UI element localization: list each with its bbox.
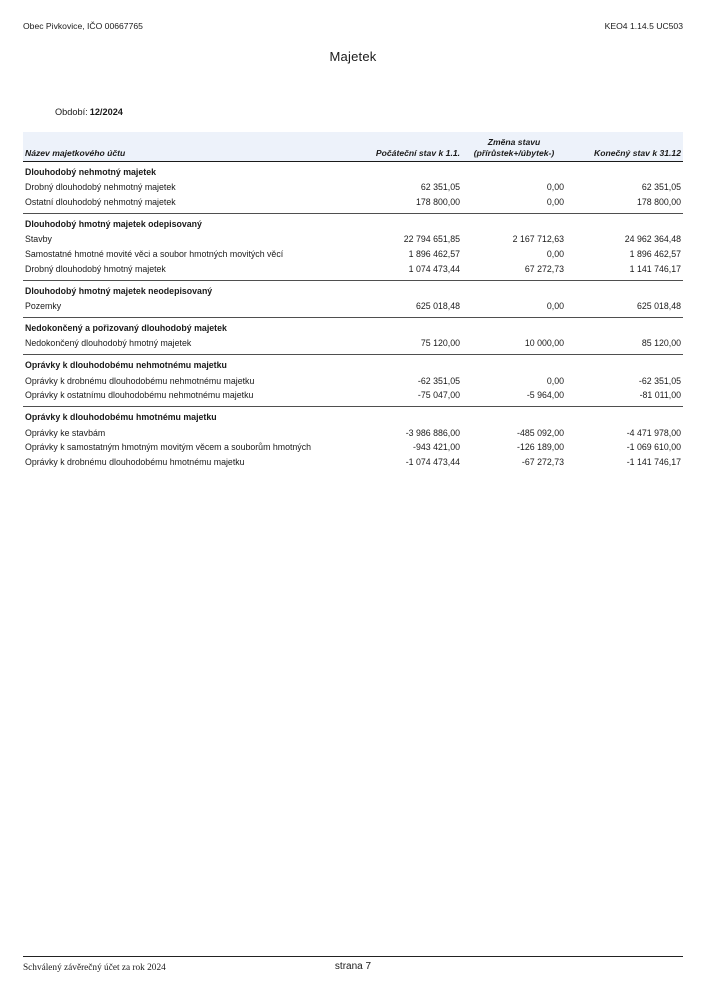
period-label: Období: (55, 107, 88, 118)
value-change: 10 000,00 (462, 336, 566, 354)
value-initial: 1 896 462,57 (408, 249, 460, 260)
col-header-account-name: Název majetkového účtu (23, 132, 350, 161)
table-row (23, 373, 683, 388)
section-title: Dlouhodobý hmotný majetek odepisovaný (25, 218, 202, 229)
value-change: 2 167 712,63 (512, 234, 564, 245)
value-change: 0,00 (546, 375, 564, 386)
value-final: -1 141 746,17 (626, 457, 681, 468)
value-final: -4 471 978,00 (626, 427, 681, 438)
table-row (23, 195, 683, 213)
value-change: 0,00 (462, 299, 566, 317)
value-final: 625 018,48 (566, 299, 683, 317)
table-section (23, 161, 683, 213)
value-change: -67 272,73 (521, 457, 564, 468)
table-row (23, 388, 683, 406)
section-title: Oprávky k dlouhodobému hmotnému majetku (25, 411, 217, 422)
col-header-change-line1: Změna stavu (487, 137, 541, 148)
section-title: Dlouhodobý nehmotný majetek (25, 166, 156, 177)
value-final: 1 896 462,57 (629, 249, 681, 260)
value-final: 62 351,05 (641, 182, 681, 193)
value-initial: 1 074 473,44 (350, 262, 462, 280)
table-row (23, 455, 683, 470)
account-name: Stavby (25, 234, 52, 245)
account-name: Oprávky k samostatným hmotným movitým věcem a souborům hmotných (25, 442, 311, 453)
column-header-row (23, 132, 683, 161)
account-name: Samostatné hmotné movité věci a soubor hmotných movitých věcí (25, 249, 284, 260)
period-value: 12/2024 (89, 107, 123, 118)
value-change: 67 272,73 (462, 262, 566, 280)
section-title: Oprávky k dlouhodobému nehmotnému majetku (25, 359, 227, 370)
table-row (23, 336, 683, 354)
value-final: 24 962 364,48 (624, 234, 681, 245)
section-header-row (23, 161, 683, 180)
value-final: -81 011,00 (566, 388, 683, 406)
value-final: -62 351,05 (638, 375, 681, 386)
period (55, 107, 706, 117)
value-change: 0,00 (546, 182, 564, 193)
value-change: -5 964,00 (462, 388, 566, 406)
table-row (23, 299, 683, 317)
value-initial: 178 800,00 (350, 195, 462, 213)
table-row (23, 440, 683, 455)
value-initial: 22 794 651,85 (403, 234, 460, 245)
account-name: Oprávky ke stavbám (25, 427, 106, 438)
account-name: Pozemky (23, 299, 350, 317)
col-header-initial-balance: Počáteční stav k 1.1. (350, 132, 462, 161)
table-section (23, 406, 683, 470)
col-header-change-line2: (přírůstek+/úbytek-) (473, 147, 555, 158)
table-head (23, 132, 683, 161)
footer-note: Schválený závěrečný účet za rok 2024 (23, 963, 166, 973)
table-section (23, 317, 683, 354)
footer-divider (23, 956, 683, 957)
value-final: -1 069 610,00 (626, 442, 681, 453)
table-section (23, 354, 683, 406)
value-change: -126 189,00 (517, 442, 564, 453)
value-initial: 75 120,00 (350, 336, 462, 354)
table-row (23, 247, 683, 262)
section-header-row (23, 213, 683, 232)
col-header-final-balance: Konečný stav k 31.12 (566, 132, 683, 161)
value-initial: -1 074 473,44 (405, 457, 460, 468)
account-name: Oprávky k ostatnímu dlouhodobému nehmotnému majetku (23, 388, 350, 406)
value-change: 0,00 (546, 249, 564, 260)
page-number: strana 7 (334, 961, 372, 972)
section-header-row (23, 406, 683, 425)
section-header-row (23, 280, 683, 299)
org-name: Obec Pivkovice, IČO 00667765 (23, 21, 143, 31)
table-row (23, 180, 683, 195)
app-version: KEO4 1.14.5 UC503 (604, 21, 683, 31)
asset-table (23, 132, 683, 470)
section-title: Nedokončený a pořizovaný dlouhodobý majetek (25, 322, 227, 333)
col-header-change (462, 132, 566, 161)
section-title: Dlouhodobý hmotný majetek neodepisovaný (25, 285, 213, 296)
value-initial: -62 351,05 (417, 375, 460, 386)
table-row (23, 425, 683, 440)
value-initial: -3 986 886,00 (405, 427, 460, 438)
value-initial: -943 421,00 (413, 442, 460, 453)
section-header-row (23, 354, 683, 373)
value-change: -485 092,00 (517, 427, 564, 438)
value-final: 85 120,00 (566, 336, 683, 354)
value-change: 0,00 (462, 195, 566, 213)
table-section (23, 280, 683, 317)
account-name: Ostatní dlouhodobý nehmotný majetek (23, 195, 350, 213)
page-title: Majetek (329, 49, 377, 65)
account-name: Drobný dlouhodobý nehmotný majetek (25, 182, 176, 193)
value-initial: 62 351,05 (420, 182, 460, 193)
value-initial: 625 018,48 (350, 299, 462, 317)
account-name: Nedokončený dlouhodobý hmotný majetek (23, 336, 350, 354)
section-header-row (23, 317, 683, 336)
document-header (0, 0, 706, 31)
document-footer (23, 961, 683, 977)
table-section (23, 213, 683, 280)
value-initial: -75 047,00 (350, 388, 462, 406)
account-name: Oprávky k drobnému dlouhodobému hmotnému majetku (25, 457, 245, 468)
table-row (23, 262, 683, 280)
account-name: Drobný dlouhodobý hmotný majetek (23, 262, 350, 280)
account-name: Oprávky k drobnému dlouhodobému nehmotnému majetku (25, 375, 255, 386)
value-final: 1 141 746,17 (566, 262, 683, 280)
table-row (23, 232, 683, 247)
value-final: 178 800,00 (566, 195, 683, 213)
